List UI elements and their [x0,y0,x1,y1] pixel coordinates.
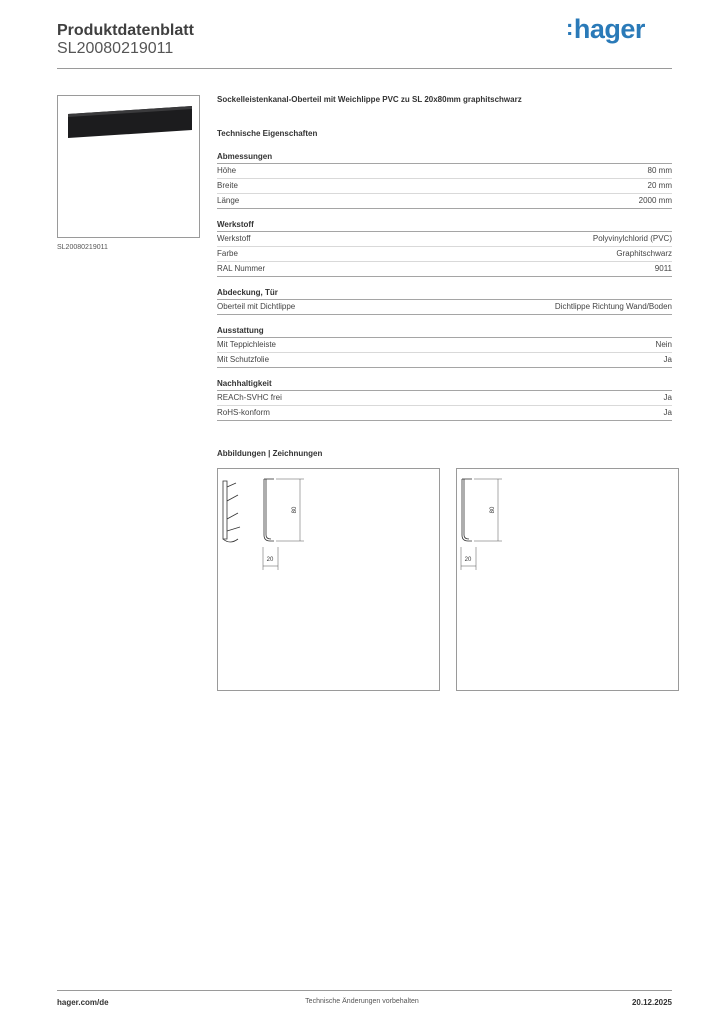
dim-height-label: 80 [292,506,298,514]
dim-width-label: 20 [266,557,274,563]
page-title: Produktdatenblatt [57,22,194,39]
section-title: Abmessungen [217,152,672,164]
section-title: Abdeckung, Tür [217,288,672,300]
property-row [217,338,672,353]
property-value: Nein [655,340,672,349]
logo-dots-icon: : [566,15,573,40]
property-value: Ja [663,393,672,402]
section-cover [217,288,672,315]
dim-height-label: 80 [490,506,496,514]
tech-properties-title: Technische Eigenschaften [217,129,318,138]
technical-drawing-icon [218,469,439,690]
property-value: 9011 [654,264,672,273]
hager-logo [566,14,645,45]
section-dimensions [217,152,672,209]
property-value: Ja [663,355,672,364]
logo-text: hager [573,14,645,44]
product-details [217,95,672,432]
section-sustainability [217,379,672,421]
property-label: Farbe [217,249,238,258]
product-description: Sockelleistenkanal-Oberteil mit Weichlippe PVC zu SL 20x80mm graphitschwarz [217,95,522,104]
property-label: Höhe [217,166,237,175]
property-row [217,300,672,315]
drawing-cover-profile [456,468,679,691]
property-row [217,179,672,194]
section-material [217,220,672,277]
header-divider [57,68,672,69]
footer-date: 20.12.2025 [631,998,672,1007]
property-value: Graphitschwarz [616,249,672,258]
drawings-title: Abbildungen | Zeichnungen [217,449,323,458]
property-label: Werkstoff [217,234,251,243]
section-title: Ausstattung [217,326,672,338]
property-value: 2000 mm [638,196,672,205]
section-title: Werkstoff [217,220,672,232]
product-image-caption: SL20080219011 [57,244,108,251]
property-label: Breite [217,181,238,190]
property-row [217,262,672,277]
property-label: RoHS-konform [217,408,270,417]
technical-drawing-icon [457,469,678,690]
property-row [217,247,672,262]
property-label: Mit Teppichleiste [217,340,276,349]
product-image [57,95,200,238]
property-label: REACh-SVHC frei [217,393,282,402]
section-title: Nachhaltigkeit [217,379,672,391]
drawing-assembly [217,468,440,691]
footer-divider [57,990,672,991]
property-label: RAL Nummer [217,264,266,273]
article-number: SL20080219011 [57,40,174,57]
dim-width-label: 20 [464,557,472,563]
property-value: Dichtlippe Richtung Wand/Boden [554,302,672,311]
footer-website-link[interactable]: hager.com/de [57,998,109,1007]
property-row [217,194,672,209]
property-label: Länge [217,196,240,205]
property-value: Polyvinylchlorid (PVC) [592,234,672,243]
property-row [217,232,672,247]
footer-notice: Technische Änderungen vorbehalten [305,998,419,1005]
property-value: Ja [663,408,672,417]
property-label: Oberteil mit Dichtlippe [217,302,296,311]
property-row [217,406,672,421]
section-equipment [217,326,672,368]
property-value: 20 mm [647,181,672,190]
property-label: Mit Schutzfolie [217,355,270,364]
property-row [217,164,672,179]
skirting-profile-icon [58,96,199,237]
property-value: 80 mm [647,166,672,175]
property-row [217,353,672,368]
property-row [217,391,672,406]
